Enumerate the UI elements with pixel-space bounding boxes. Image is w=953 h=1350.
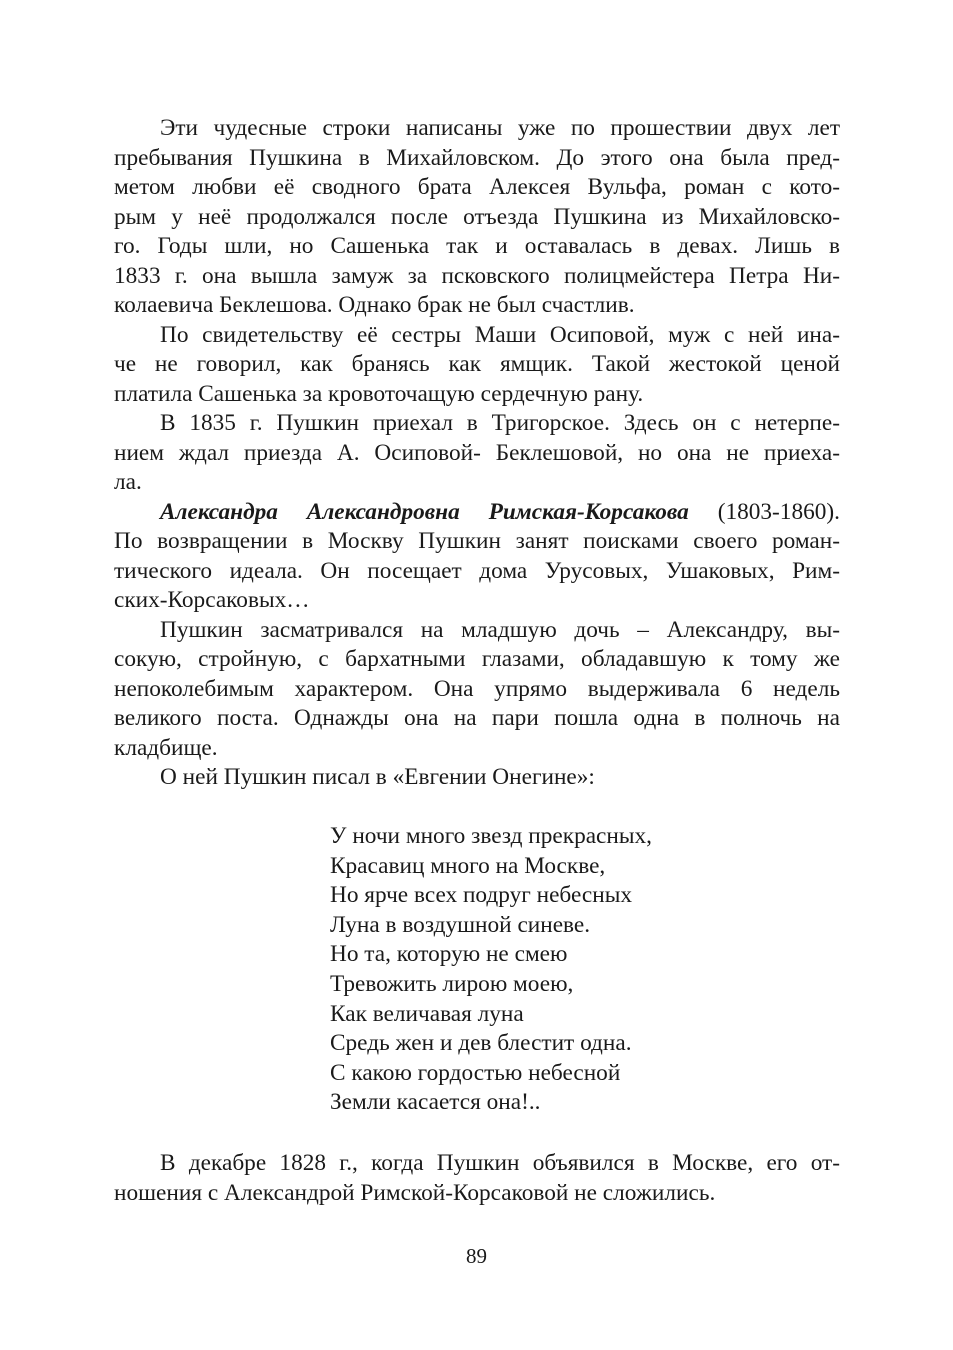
text-line: В 1835 г. Пушкин приехал в Тригорское. Здесь он с нетерпе-	[160, 410, 840, 436]
poem-line: Земли касается она!..	[330, 1089, 541, 1116]
text-line: В декабре 1828 г., когда Пушкин объявился в Москве, его от-	[160, 1150, 840, 1176]
text-line: рым у неё продолжался после отъезда Пушкина из Михайловско-	[114, 203, 840, 230]
text-line	[114, 498, 840, 528]
poem-line: Тревожить лирою моею,	[330, 970, 574, 997]
text-line: По возвращении в Москву Пушкин занят поисками своего роман-	[114, 528, 840, 554]
text-line: сокую, стройную, с бархатными глазами, обладавшую к тому же	[114, 646, 840, 672]
text-line: платила Сашенька за кровоточащую сердечную рану.	[114, 380, 644, 407]
text-line: ских-Корсаковых…	[114, 587, 310, 613]
poem-line: Но та, которую не смею	[330, 941, 568, 968]
text-line: О ней Пушкин писал в «Евгении Онегине»:	[160, 764, 595, 790]
text-line: го. Годы шли, но Сашенька так и оставалась в девах. Лишь в	[114, 233, 840, 259]
poem-line: Средь жен и дев блестит одна.	[330, 1030, 632, 1057]
page-number: 89	[466, 1244, 487, 1268]
text-line: ла.	[114, 469, 142, 495]
text-line: непоколебимым характером. Она упрямо выдерживала 6 недель	[114, 675, 840, 702]
poem-line: У ночи много звезд прекрасных,	[330, 823, 652, 849]
person-name: Александра Александровна Римская-Корсакова	[160, 498, 689, 525]
poem-line: Как величавая луна	[330, 1000, 524, 1027]
life-dates: (1803-1860).	[688, 498, 840, 525]
poem-quote	[330, 822, 652, 1118]
poem-line: Красавиц много на Москве,	[330, 852, 606, 879]
poem-line: Но ярче всех подруг небесных	[330, 882, 633, 909]
text-line: нием ждал приезда А. Осиповой- Беклешовой, но она не приеха-	[114, 439, 840, 466]
text-line: пребывания Пушкина в Михайловском. До этого она была пред-	[114, 144, 840, 171]
body-text	[114, 114, 840, 793]
text-line: Эти чудесные строки написаны уже по прошествии двух лет	[160, 115, 840, 141]
text-line: тического идеала. Он посещает дома Урусовых, Ушаковых, Рим-	[114, 557, 840, 584]
text-line: колаевича Беклешова. Однако брак не был счастлив.	[114, 292, 635, 318]
text-line: Пушкин засматривался на младшую дочь – Александру, вы-	[160, 616, 840, 643]
text-line: че не говорил, как бранясь как ямщик. Такой жестокой ценой	[114, 351, 840, 377]
poem-line: Луна в воздушной синеве.	[330, 911, 591, 938]
text-line: 1833 г. она вышла замуж за псковского полицмейстера Петра Ни-	[114, 262, 840, 289]
text-line: По свидетельству её сестры Маши Осиповой, муж с ней ина-	[160, 321, 840, 348]
poem-line: С какою гордостью небесной	[330, 1059, 621, 1086]
text-line: метом любви её сводного брата Алексея Вульфа, роман с кото-	[114, 174, 840, 200]
closing-paragraph	[114, 1148, 840, 1208]
text-line: ношения с Александрой Римской-Корсаковой не сложились.	[114, 1180, 716, 1206]
text-line: кладбище.	[114, 734, 218, 761]
text-line: великого поста. Однажды она на пари пошла одна в полночь на	[114, 705, 840, 731]
